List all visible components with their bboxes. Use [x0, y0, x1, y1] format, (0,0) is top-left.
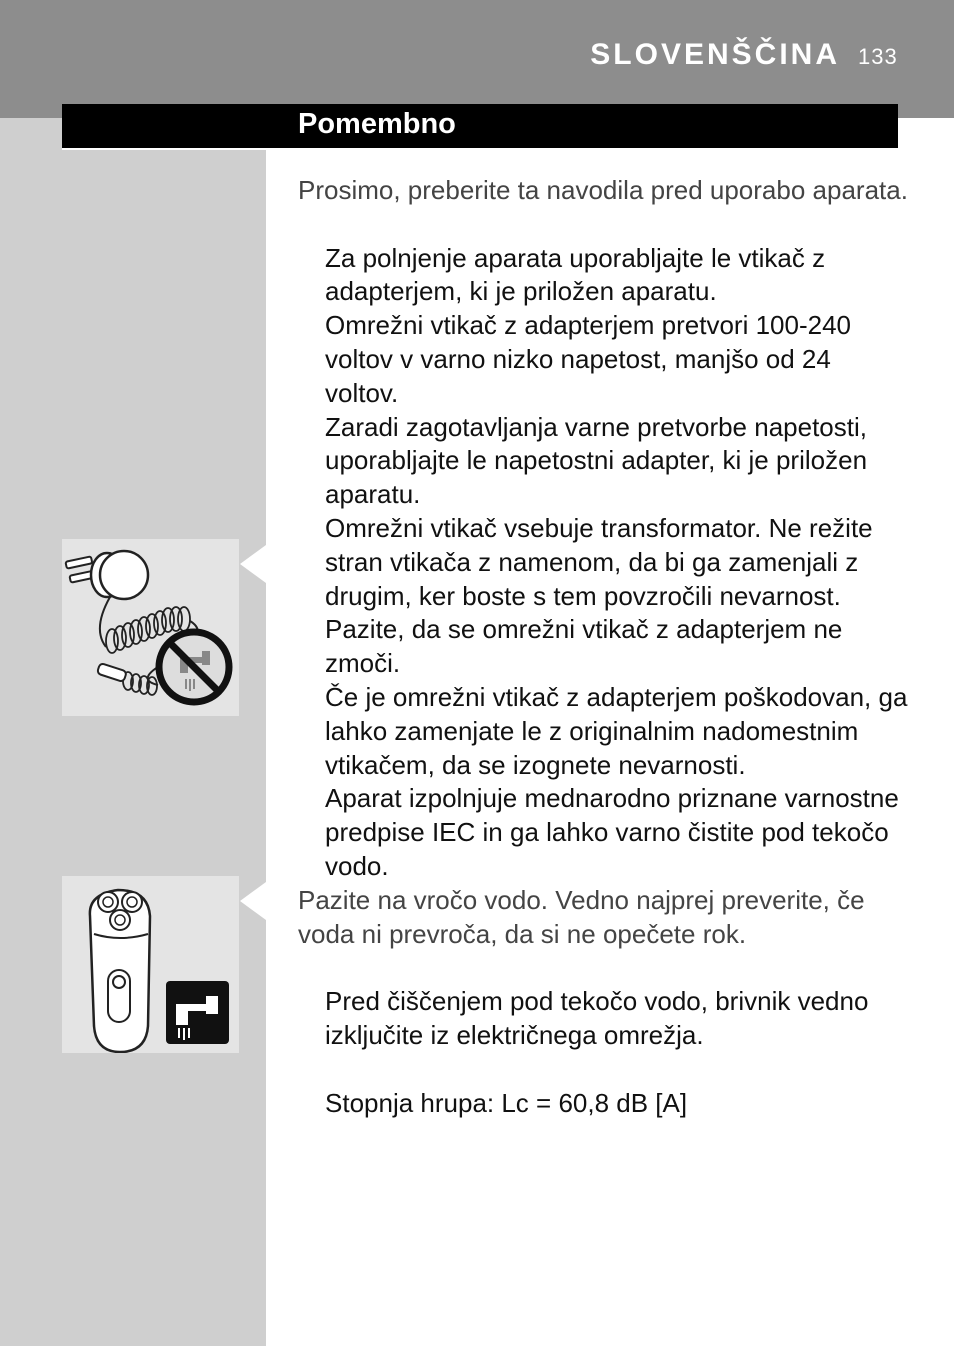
list-item: Zaradi zagotavljanja varne pretvorbe napetosti, uporabljajte le napetostni adapter, ki je priložen aparatu.: [325, 411, 868, 510]
list-item: Za polnjenje aparata uporabljajte le vtikač z adapterjem, ki je priložen aparatu.: [325, 242, 826, 307]
shaver-tap-water-icon: [62, 876, 239, 1053]
list-item: Omrežni vtikač vsebuje transformator. Ne režite stran vtikača z namenom, da bi ga zamenjali z drugim, ker boste s tem povzročili nevarnost.: [325, 512, 873, 611]
content-column: [298, 174, 908, 1120]
list-item: Če je omrežni vtikač z adapterjem poškodovan, ga lahko zamenjate le z originalnim nadomestnim vtikačem, da se izognete nevarnosti.: [325, 681, 908, 780]
list-item: Omrežni vtikač z adapterjem pretvori 100-240 voltov v varno nizko napetost, manjšo od 24 voltov.: [325, 310, 852, 408]
hot-water-note: Pazite na vročo vodo. Vedno najprej preverite, če voda ni prevroča, da si ne opečete rok.: [298, 884, 865, 949]
adapter-no-water-icon: [62, 539, 239, 716]
spacer: [298, 951, 908, 985]
illustration-pointer: [240, 545, 266, 583]
side-margin-band: [0, 118, 266, 1346]
page-number: 133: [858, 44, 898, 69]
list-item: Stopnja hrupa: Lc = 60,8 dB [A]: [325, 1087, 688, 1118]
list-item: Pred čiščenjem pod tekočo vodo, brivnik vedno izključite iz električnega omrežja.: [325, 986, 869, 1050]
section-bar: [62, 104, 898, 150]
shaver-illustration: [62, 876, 239, 1053]
section-title: Pomembno: [298, 108, 456, 140]
illustration-pointer: [240, 882, 266, 920]
list-item: Pazite, da se omrežni vtikač z adapterjem ne zmoči.: [325, 614, 843, 679]
spacer: [298, 208, 908, 242]
adapter-illustration: [62, 539, 239, 716]
intro-paragraph: Prosimo, preberite ta navodila pred uporabo aparata.: [298, 175, 908, 205]
spacer: [298, 1053, 908, 1087]
list-item: Aparat izpolnjuje mednarodno priznane varnostne predpise IEC in ga lahko varno čistite pod tekočo vodo.: [325, 783, 899, 881]
language-heading: SLOVENŠČINA: [590, 38, 840, 71]
